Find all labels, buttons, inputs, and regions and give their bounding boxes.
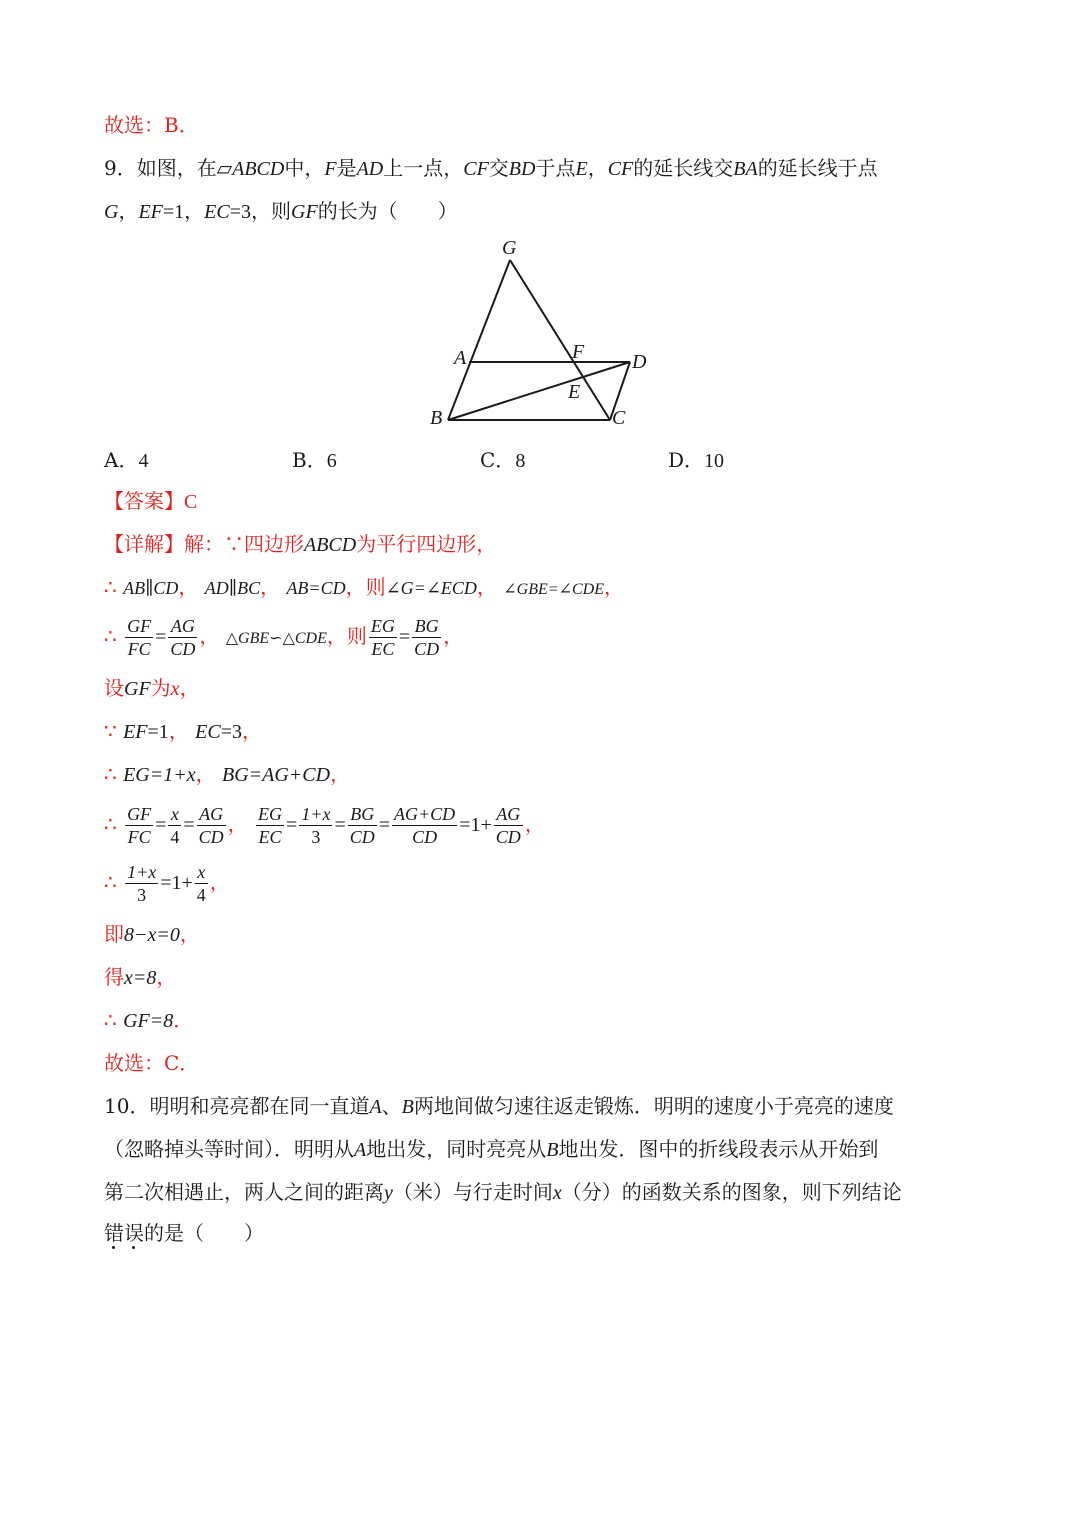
q9-var: GF (291, 201, 318, 223)
detail-text: 为 (150, 676, 171, 700)
label-F: F (572, 341, 585, 363)
q9-text: 是 (336, 156, 357, 180)
choice-b[interactable] (292, 444, 337, 473)
equals: = (286, 814, 298, 836)
q10-line-4 (104, 1219, 264, 1247)
therefore-icon: ∴ (104, 812, 117, 836)
answer-tag: 【答案】 (104, 489, 184, 513)
q10-var: x (552, 1182, 562, 1204)
q10-text: 地出发，同时亮亮从 (366, 1137, 547, 1161)
denominator: 4 (170, 827, 180, 847)
denominator: CD (495, 827, 521, 847)
detail-text: ， (443, 624, 464, 648)
q10-text: 两地间做匀速往返走锻炼．明明的速度小于亮亮的速度 (413, 1094, 894, 1118)
label-B: B (430, 407, 443, 429)
q10-text: 第二次相遇止，两人之间的距离 (104, 1180, 384, 1204)
q9-var: G (104, 201, 119, 223)
q9-number: 9． (104, 156, 137, 180)
equals: = (155, 626, 167, 648)
equals: = (183, 814, 195, 836)
choice-label: D． (668, 448, 705, 472)
detail-var: x (170, 678, 180, 700)
detail-text: ，则 (326, 624, 367, 648)
denominator: FC (125, 825, 153, 848)
emphasized-word: 错误 (104, 1221, 144, 1245)
segment-BD (448, 362, 630, 420)
answer-line (104, 487, 197, 516)
fraction (348, 803, 377, 848)
label-D: D (632, 351, 647, 373)
fraction (197, 803, 226, 848)
label-C: C (612, 407, 626, 429)
q9-var: AD (356, 158, 384, 180)
q10-text: 、 (381, 1094, 402, 1118)
detail-line-6 (104, 760, 350, 789)
q9-text: 上一点， (383, 156, 464, 180)
therefore-icon: ∴ (104, 1008, 117, 1032)
denominator: 4 (196, 885, 206, 905)
numerator: BG (414, 616, 439, 636)
denominator: 3 (125, 883, 158, 906)
choice-value: 8 (515, 450, 526, 472)
denominator: EC (256, 825, 284, 848)
detail-text: ． (173, 1008, 194, 1032)
detail-var: ∠GBE=∠CDE (503, 581, 604, 598)
therefore-icon: ∴ (104, 870, 117, 894)
q10-var: y (384, 1182, 393, 1204)
geometry-figure (420, 232, 660, 432)
q10-var: A (369, 1096, 382, 1118)
detail-var: 8−x=0 (124, 924, 180, 946)
detail-text: 设 (104, 676, 124, 700)
detail-var: GF (124, 678, 151, 700)
detail-line-10 (104, 963, 176, 992)
numerator: AG (170, 616, 195, 636)
q9-var: CF (607, 158, 634, 180)
q9-var: F (324, 158, 337, 180)
choice-label: B． (292, 448, 327, 472)
segment-GB (448, 260, 510, 420)
detail-line-7 (104, 799, 545, 850)
detail-text: 为平行四边形， (356, 532, 497, 556)
equals: = (334, 814, 346, 836)
fraction (392, 803, 457, 848)
detail-tag: 【详解】 (104, 532, 184, 556)
q9-text: 中， (284, 156, 325, 180)
detail-var: EC (195, 721, 221, 743)
equals: = (398, 626, 411, 648)
detail-line-5 (104, 717, 262, 746)
denominator: EC (369, 637, 397, 660)
q9-text: =3，则 (229, 201, 292, 223)
detail-text: =1+ (459, 814, 492, 836)
detail-var: △GBE∽△CDE (225, 630, 327, 647)
q9-text: 如图，在 (136, 156, 217, 180)
q10-var: B (401, 1096, 414, 1118)
answer-value: C (184, 491, 198, 513)
q10-line-1 (104, 1092, 894, 1121)
detail-text: ， (179, 676, 200, 700)
numerator: x (170, 804, 179, 824)
label-E: E (568, 381, 581, 403)
fraction (125, 615, 153, 660)
detail-var: ABCD (304, 534, 357, 556)
q9-line-1 (104, 154, 878, 183)
detail-line-8 (104, 857, 230, 908)
detail-text: ， (209, 870, 230, 894)
detail-var: AB=CD (286, 578, 346, 598)
detail-text: =3 (220, 721, 243, 743)
detail-text: ， (227, 812, 248, 836)
therefore-icon: ∴ (104, 575, 117, 599)
detail-text: ， (195, 762, 216, 786)
fraction (256, 803, 284, 848)
q10-line-3 (104, 1178, 902, 1207)
prev-answer: 故选：B． (104, 113, 199, 137)
therefore-icon: ∴ (104, 624, 117, 648)
q10-text: （米）与行走时间 (392, 1180, 553, 1204)
detail-var: GF=8 (123, 1010, 174, 1032)
detail-var: BG=AG+CD (221, 764, 331, 786)
detail-text: ， (168, 719, 189, 743)
denominator: CD (392, 825, 457, 848)
fraction (125, 803, 153, 848)
detail-text: 得 (104, 965, 124, 989)
q9-line-2 (104, 197, 458, 226)
denominator: CD (349, 827, 375, 847)
parallelogram-icon: ▱ (216, 156, 233, 180)
numerator: GF (127, 616, 152, 636)
detail-line-11 (104, 1006, 193, 1035)
denominator: FC (125, 637, 153, 660)
detail-text: ， (330, 762, 351, 786)
q10-text: （分）的函数关系的图象，则下列结论 (561, 1180, 902, 1204)
therefore-icon: ∴ (104, 762, 117, 786)
fraction (494, 803, 523, 848)
denominator: CD (170, 639, 196, 659)
detail-text: ， (260, 575, 281, 599)
detail-text: ， (476, 575, 497, 599)
detail-text: ， (524, 812, 545, 836)
q9-var: E (575, 158, 588, 180)
detail-line-3 (104, 611, 463, 664)
numerator: EG (370, 616, 395, 636)
q9-text: ， (118, 199, 139, 223)
detail-text: ， (603, 575, 624, 599)
detail-text: ， (242, 719, 263, 743)
q9-var: BD (508, 158, 536, 180)
equals: = (155, 814, 167, 836)
detail-text: ，则 (345, 575, 386, 599)
emphasis-dot (112, 1246, 115, 1249)
numerator: 1+x (301, 804, 331, 824)
choice-c[interactable] (480, 444, 525, 473)
choice-value: 10 (704, 450, 725, 472)
label-A: A (454, 347, 467, 369)
detail-text: 解：∵四边形 (184, 532, 304, 556)
numerator: AG (199, 804, 224, 824)
numerator: x (197, 862, 206, 882)
detail-text: ， (179, 922, 200, 946)
q9-text: 的延长线交 (633, 156, 734, 180)
denominator: CD (414, 639, 440, 659)
fraction (195, 861, 208, 906)
detail-line-4 (104, 674, 200, 703)
choice-value: 6 (326, 450, 337, 472)
detail-line-9 (104, 920, 200, 949)
label-G: G (502, 237, 517, 259)
detail-text: ， (178, 575, 199, 599)
q9-var: EF (138, 201, 163, 223)
fraction (168, 615, 197, 660)
numerator: EG (258, 804, 283, 824)
q9-var: EC (204, 201, 230, 223)
fraction (125, 861, 158, 906)
q9-var: BA (733, 158, 758, 180)
numerator: 1+x (127, 862, 157, 882)
detail-line-1 (104, 530, 496, 559)
detail-line-12: 故选：C． (104, 1051, 200, 1075)
q9-text: 的延长线于点 (757, 156, 878, 180)
detail-var: EG=1+x (123, 764, 196, 786)
q9-var: CF (463, 158, 489, 180)
choice-label: A． (104, 448, 139, 472)
numerator: GF (127, 804, 152, 824)
q9-text: =1， (162, 201, 205, 223)
because-icon: ∵ (104, 719, 117, 743)
detail-text: 即 (104, 922, 124, 946)
choice-d[interactable] (668, 444, 724, 473)
detail-text: =1+ (160, 872, 193, 894)
q10-var: A (354, 1139, 367, 1161)
detail-text: ， (156, 965, 177, 989)
choice-value: 4 (138, 450, 149, 472)
detail-var: ∠G=∠ECD (385, 578, 477, 598)
detail-line-2 (104, 573, 624, 604)
q10-var: B (546, 1139, 559, 1161)
denominator: 3 (299, 825, 332, 848)
q9-text: 的长为（ ） (317, 199, 458, 223)
choice-a[interactable] (104, 444, 148, 473)
equals: = (378, 814, 391, 836)
q10-text: 10．明明和亮亮都在同一直道 (104, 1094, 370, 1118)
q10-text: 的是（ ） (144, 1221, 264, 1245)
choice-label: C． (480, 448, 516, 472)
q9-text: 于点 (535, 156, 576, 180)
numerator: AG+CD (394, 804, 456, 824)
numerator: AG (496, 804, 521, 824)
detail-var: EF (123, 721, 148, 743)
emphasis-dot (132, 1246, 135, 1249)
q10-line-2 (104, 1135, 878, 1164)
q10-text: 地出发．图中的折线段表示从开始到 (558, 1137, 879, 1161)
q9-var: ABCD (232, 158, 285, 180)
q9-text: 交 (488, 156, 509, 180)
denominator: CD (198, 827, 224, 847)
q10-text: （忽略掉头等时间）．明明从 (104, 1137, 354, 1161)
detail-var: x=8 (124, 967, 157, 989)
detail-var: AB∥CD (123, 578, 179, 598)
fraction (299, 803, 332, 848)
detail-text: ， (199, 624, 220, 648)
fraction (412, 615, 441, 660)
detail-var: AD∥BC (204, 578, 261, 598)
numerator: BG (350, 804, 375, 824)
detail-text: =1 (147, 721, 169, 743)
fraction (369, 615, 397, 660)
q9-text: ， (587, 156, 608, 180)
fraction (168, 803, 181, 848)
